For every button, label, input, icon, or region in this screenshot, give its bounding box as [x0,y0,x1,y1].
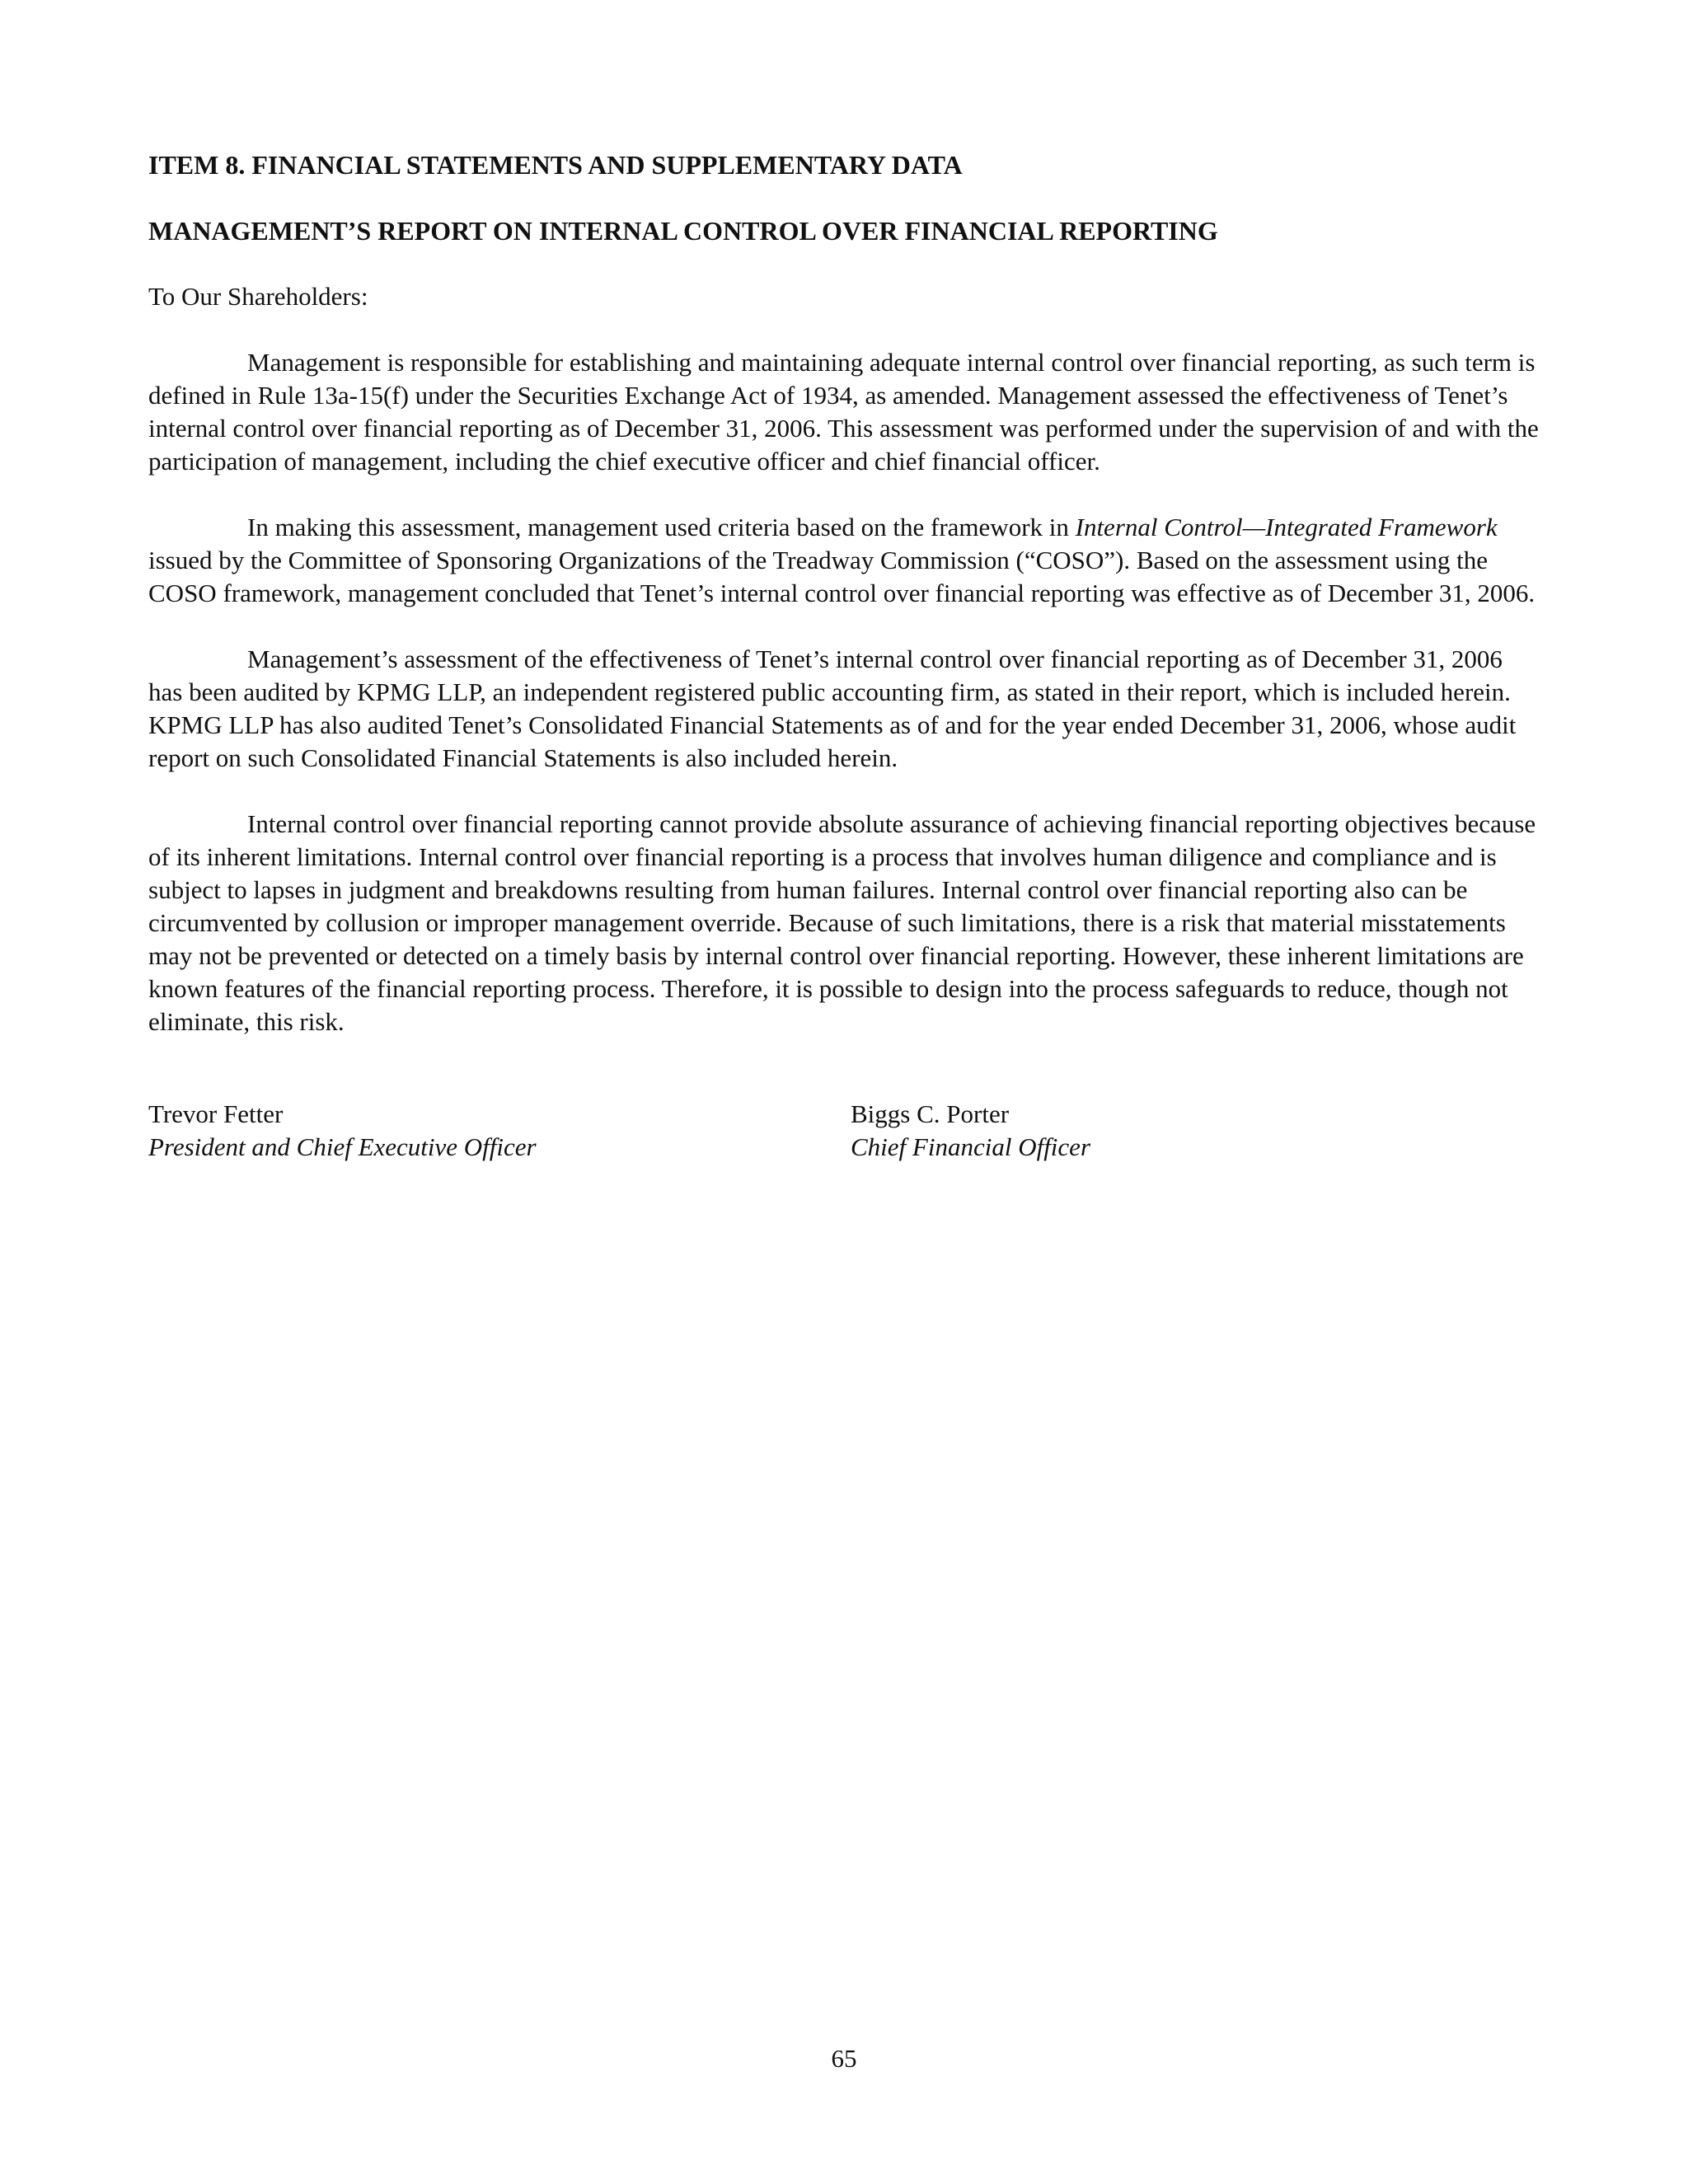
signatory-title: President and Chief Executive Officer [148,1132,537,1161]
framework-title: Internal Control—Integrated Framework [1075,513,1498,541]
item-heading: ITEM 8. FINANCIAL STATEMENTS AND SUPPLEMENTARY DATA [148,150,963,180]
paragraph-limitations: Internal control over financial reporting cannot provide absolute assurance of achieving financial reporting objectives because of its inherent limitations. Internal control over financial reporting is a process that involves human diligence and compliance and is subject to lapses in judgment and breakdowns resulting from human failures. Internal control over financial reporting also can be circumvented by collusion or improper management override. Because of such limitations, there is a risk that material misstatements may not be prevented or detected on a timely basis by internal control over financial reporting. However, these inherent limitations are known features of the financial reporting process. Therefore, it is possible to design into the process safeguards to reduce, though not eliminate, this risk. [148,809,1536,1036]
paragraph-assessment-criteria-text-start: In making this assessment, management used criteria based on the framework in [247,513,1076,541]
salutation: To Our Shareholders: [148,282,368,311]
signatory-name: Trevor Fetter [148,1099,284,1128]
document-page [148,148,1541,1164]
signature-ceo [148,1098,851,1164]
signature-section [148,1098,1541,1164]
signatory-title: Chief Financial Officer [851,1132,1091,1161]
paragraph-assessment-criteria-text-end: issued by the Committee of Sponsoring Organizations of the Treadway Commission (“COSO”). Based on the assessment using the COSO framework, management concluded that Tenet’s internal control over financial reporting was effective as of December 31, 2006. [148,546,1536,607]
page-number: 65 [831,2044,857,2073]
paragraph-audit: Management’s assessment of the effectiveness of Tenet’s internal control over financial reporting as of December 31, 2006 has been audited by KPMG LLP, an independent registered public accounting firm, as stated in their report, which is included herein. KPMG LLP has also audited Tenet’s Consolidated Financial Statements as of and for the year ended December 31, 2006, whose audit report on such Consolidated Financial Statements is also included herein. [148,644,1517,772]
report-heading: MANAGEMENT’S REPORT ON INTERNAL CONTROL OVER FINANCIAL REPORTING [148,216,1218,246]
signatory-name: Biggs C. Porter [851,1099,1010,1128]
paragraph-assessment-criteria [148,511,1541,610]
signature-cfo [851,1098,1090,1164]
paragraph-responsibility: Management is responsible for establishing and maintaining adequate internal control over financial reporting, as such term is defined in Rule 13a-15(f) under the Securities Exchange Act of 1934, as amended. Management assessed the effectiveness of Tenet’s internal control over financial reporting as of December 31, 2006. This assessment was performed under the supervision of and with the participation of management, including the chief executive officer and chief financial officer. [148,348,1539,476]
